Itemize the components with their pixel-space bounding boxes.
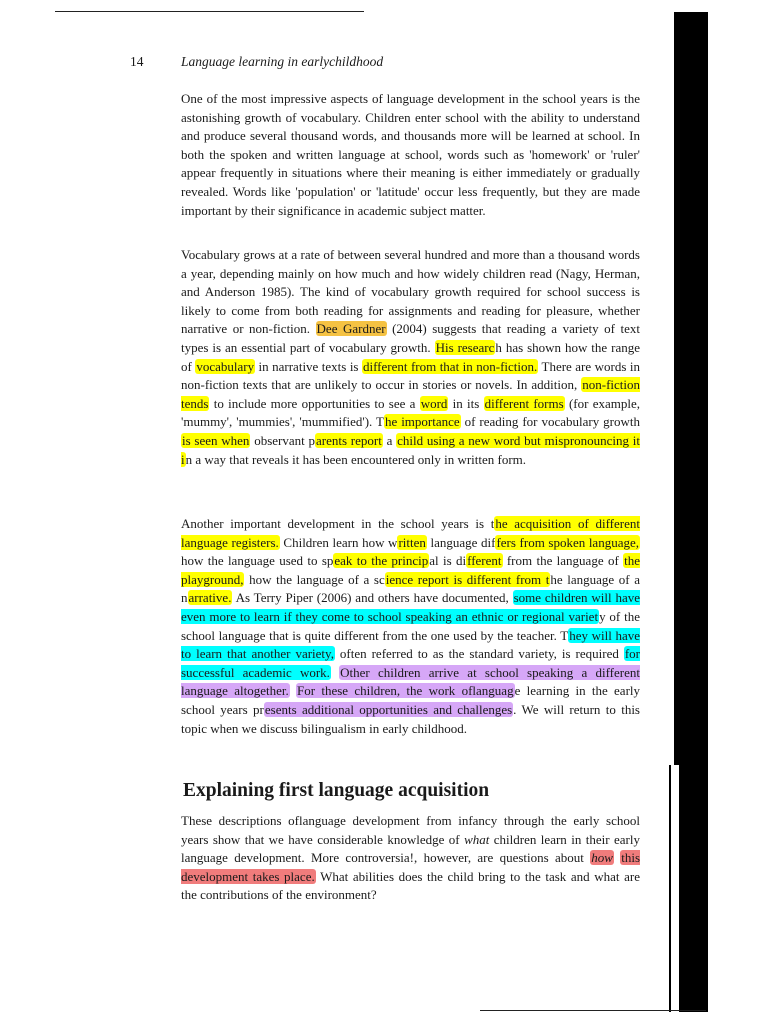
highlight-red: this development takes place. bbox=[181, 850, 641, 884]
highlight-cyan: for successful academic work. bbox=[181, 646, 640, 680]
text-run: As Terry Piper (2006) and others have documented, bbox=[232, 590, 513, 606]
text-run: (2004) suggests that reading a variety of text types is an essential part of vocabulary growth. bbox=[181, 321, 640, 355]
paragraph-acquisition-intro bbox=[181, 812, 640, 905]
highlight-yellow: fferent bbox=[467, 553, 502, 569]
text-run: how the language used to sp bbox=[181, 553, 334, 569]
paragraph-vocabulary-growth bbox=[181, 246, 640, 469]
emphasis-what: what bbox=[464, 831, 490, 847]
highlight-yellow: arents report bbox=[315, 432, 382, 448]
highlight-yellow: the playground, bbox=[181, 553, 640, 587]
emphasis-how: how bbox=[591, 850, 613, 866]
highlight-yellow: non-fiction tends bbox=[181, 377, 640, 411]
highlight-yellow: His researc bbox=[435, 339, 495, 355]
highlight-yellow: ience report is different from t bbox=[385, 571, 550, 587]
text-run: Children learn how w bbox=[279, 534, 398, 550]
text-run: These descriptions oflanguage development from infancy through the early school years show that we have considerable knowledge of bbox=[181, 813, 640, 847]
highlight-yellow: is seen when bbox=[182, 432, 250, 448]
text-run: of reading for vocabulary growth bbox=[460, 414, 640, 430]
text-run: y of the school language that is quite different from the one used by the teacher. T bbox=[181, 608, 640, 643]
text-run: in its bbox=[448, 395, 484, 411]
text-run: children learn in their early language development. More controversia!, however, are questions about bbox=[181, 831, 640, 866]
paragraph-text: One of the most impressive aspects of language development in the school years is the astonishing growth of vocabulary. Children enter school with the ability to understand and produce several thousand words, and thousands more will be learned at school. In both the spoken and written language at school, words such as 'homework' or 'ruler' appear frequently in situations where their meaning is either immediately or gradually revealed. Words like 'population' or 'latitude' occur less frequently, but they are made important by their significance in academic subject matter. bbox=[181, 91, 640, 218]
highlight-yellow: ritten bbox=[398, 534, 426, 550]
highlight-purple: esents additional opportunities and challenges bbox=[264, 701, 513, 717]
highlight-yellow: arrative. bbox=[188, 590, 232, 606]
text-run: to include more opportunities to see a bbox=[209, 395, 420, 411]
highlight-yellow: different from that in non-fiction. bbox=[362, 358, 538, 374]
highlight-purple: Other children arrive at school speaking a different language altogether. bbox=[181, 664, 640, 699]
paragraph-language-registers bbox=[181, 515, 640, 738]
binding-shadow bbox=[674, 12, 708, 1012]
text-run: language dif bbox=[426, 534, 496, 550]
running-title: Language learning in earlychildhood bbox=[181, 54, 384, 69]
text-run: What abilities does the child bring to the task and what are the contributions of the environment? bbox=[181, 868, 640, 903]
text-run: how the language of a sc bbox=[244, 571, 385, 587]
text-run: a bbox=[382, 432, 397, 448]
text-run: (for example, 'mummy', 'mummies', 'mummified'). T bbox=[181, 395, 640, 430]
top-rule bbox=[55, 11, 364, 12]
page-number: 14 bbox=[130, 54, 144, 69]
highlight-cyan: hey will have to learn that another variety, bbox=[181, 627, 640, 662]
text-run: Another important development in the school years is t bbox=[181, 516, 495, 531]
text-run: he language of a n bbox=[181, 571, 641, 606]
text-run: . We will return to this topic when we discuss bilingualism in early childhood. bbox=[181, 701, 640, 736]
highlight-yellow: he importance bbox=[384, 414, 460, 430]
highlight-purple: For these children, the work oflanguag bbox=[297, 683, 514, 699]
highlight-yellow: different forms bbox=[484, 395, 564, 411]
text-run: There are words in non-fiction texts that are unlikely to occur in stories or novels. In addition, bbox=[181, 358, 640, 393]
text-run bbox=[331, 665, 339, 680]
highlight-yellow: child using a new word but mispronouncing it i bbox=[181, 432, 640, 467]
highlight-yellow: vocabulary bbox=[196, 358, 255, 374]
binding-edge bbox=[669, 765, 671, 1012]
paragraph-vocabulary-intro bbox=[181, 90, 640, 220]
text-run: al is di bbox=[429, 553, 467, 569]
bottom-rule bbox=[480, 1010, 706, 1011]
text-run: from the language of bbox=[502, 553, 624, 569]
text-run: n a way that reveals it has been encountered only in written form. bbox=[185, 451, 527, 467]
highlight-red bbox=[590, 850, 614, 865]
highlight-yellow: eak to the princip bbox=[334, 553, 429, 569]
section-heading: Explaining first language acquisition bbox=[183, 780, 490, 801]
text-run: Vocabulary grows at a rate of between several hundred and more than a thousand words a year, depending mainly on how much and how widely children read (Nagy, Herman, and Anderson 1985). The kind of vocabulary growth required for school success is likely to come from both reading for assignments and reading for pleasure, whether narrative or non-fiction. bbox=[181, 247, 640, 337]
highlight-orange: Dee Gardner bbox=[316, 321, 386, 337]
text-run: e learning in the early school years pr bbox=[181, 683, 641, 717]
text-run: h has shown how the range of bbox=[181, 339, 641, 374]
text-run: often referred to as the standard variety, is required bbox=[334, 646, 624, 662]
highlight-cyan: some children will have even more to learn if they come to school speaking an ethnic or regional variet bbox=[181, 590, 640, 624]
highlight-yellow: fers from spoken language, bbox=[496, 534, 639, 550]
text-run: observant p bbox=[250, 432, 315, 448]
highlight-yellow: he acquisition of different language registers. bbox=[181, 516, 640, 550]
binding-notch bbox=[671, 765, 679, 1012]
highlight-yellow: word bbox=[420, 395, 448, 411]
text-run: in narrative texts is bbox=[255, 358, 362, 374]
